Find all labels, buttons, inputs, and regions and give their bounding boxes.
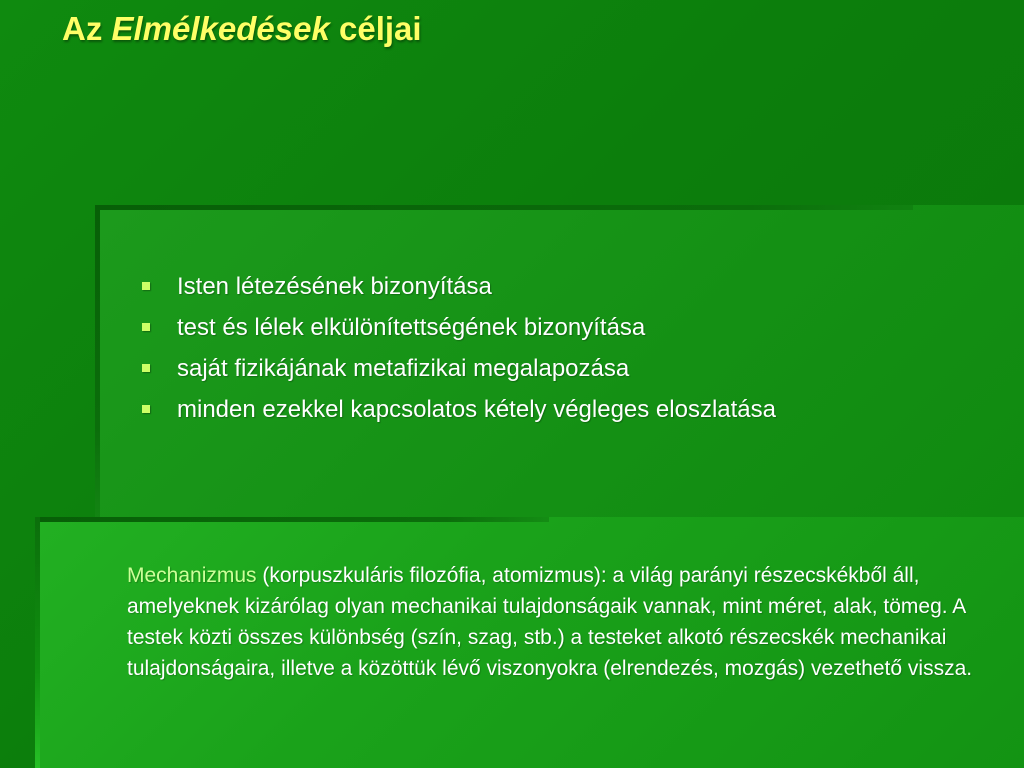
title-suffix: céljai: [329, 10, 422, 47]
mechanism-paragraph: [127, 560, 977, 684]
square-bullet-icon: [142, 405, 150, 413]
bullet-text: saját fizikájának metafizikai megalapozása: [177, 355, 630, 382]
bullet-item: [138, 311, 776, 352]
lower-panel-top-edge: [35, 517, 549, 522]
upper-panel-top-edge: [95, 205, 913, 210]
goal-bullet-list: [138, 270, 776, 434]
bullet-item: [138, 270, 776, 311]
title-emphasis: Elmélkedések: [111, 10, 330, 47]
bullet-item: [138, 352, 776, 393]
square-bullet-icon: [142, 282, 150, 290]
bullet-text: Isten létezésének bizonyítása: [177, 273, 492, 300]
mechanism-definition: (korpuszkuláris filozófia, atomizmus): a világ parányi részecskékből áll, amelyeknek kizárólag olyan mechanikai tulajdonságaik vannak, mint méret, alak, tömeg. A testek közti összes különbség (szín, szag, stb.) a testeket alkotó részecskék mechanikai tulajdonságaira, illetve a közöttük lévő viszonyokra (elrendezés, mozgás) vezethető vissza.: [127, 564, 973, 680]
mechanism-term: Mechanizmus: [127, 564, 257, 587]
lower-panel-left-edge: [35, 517, 40, 768]
title-prefix: Az: [62, 10, 112, 47]
bullet-item: [138, 393, 776, 434]
square-bullet-icon: [142, 323, 150, 331]
square-bullet-icon: [142, 364, 150, 372]
upper-panel-left-edge: [95, 205, 100, 523]
bullet-text: test és lélek elkülönítettségének bizonyítása: [177, 314, 646, 341]
slide-title: [62, 10, 422, 48]
bullet-text: minden ezekkel kapcsolatos kétely végleges eloszlatása: [177, 396, 777, 423]
